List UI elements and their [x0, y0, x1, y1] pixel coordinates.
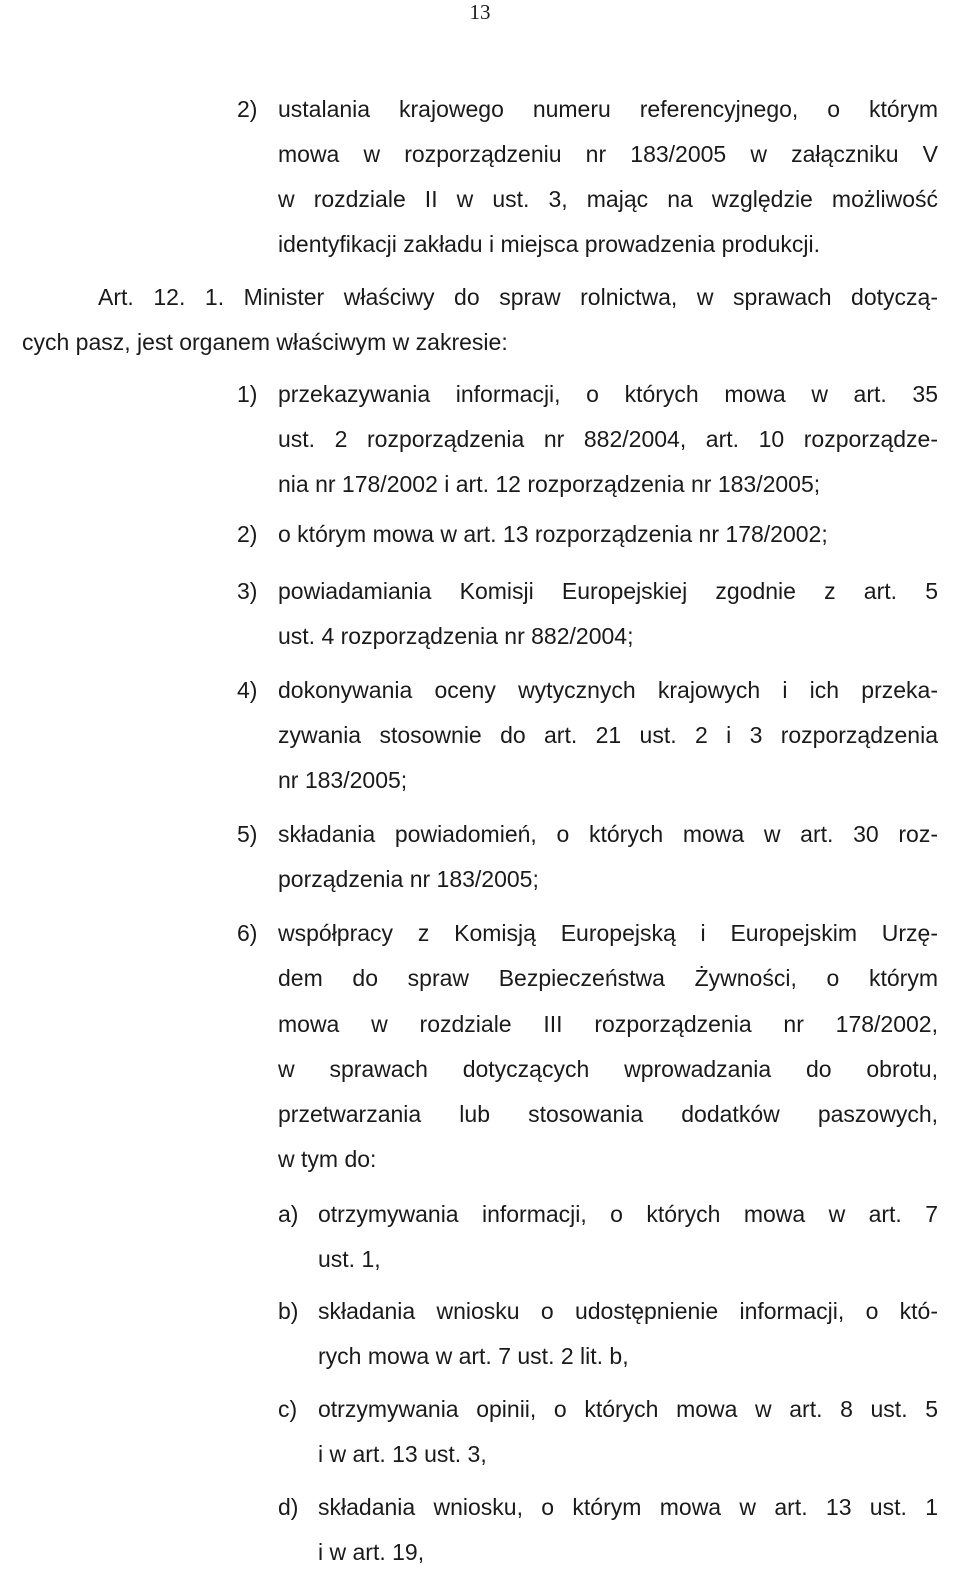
- subitem-letter: b): [278, 1298, 299, 1324]
- item-number: 3): [237, 578, 258, 604]
- item-number: 5): [237, 821, 258, 847]
- item-line: porządzenia nr 183/2005;: [278, 866, 539, 892]
- page-number: 13: [469, 0, 491, 24]
- item-line: ust. 2 rozporządzenia nr 882/2004, art. 10 rozporządze-: [278, 426, 938, 452]
- article-12-line: Art. 12. 1. Minister właściwy do spraw rolnictwa, w sprawach dotyczą-: [98, 284, 938, 310]
- item-line: współpracy z Komisją Europejską i Europejskim Urzę-: [278, 920, 938, 946]
- subitem-line: otrzymywania informacji, o których mowa w art. 7: [318, 1201, 938, 1227]
- item-number: 2): [237, 521, 258, 547]
- article-12-line: cych pasz, jest organem właściwym w zakresie:: [22, 329, 508, 355]
- item-line: w sprawach dotyczących wprowadzania do obrotu,: [278, 1056, 938, 1082]
- item-number: 4): [237, 677, 258, 703]
- item-line: zywania stosownie do art. 21 ust. 2 i 3 rozporządzenia: [278, 722, 938, 748]
- subitem-line: rych mowa w art. 7 ust. 2 lit. b,: [318, 1343, 629, 1369]
- item-line: dokonywania oceny wytycznych krajowych i ich przeka-: [278, 677, 938, 703]
- item-2-line: ustalania krajowego numeru referencyjnego, o którym: [278, 96, 938, 122]
- subitem-line: ust. 1,: [318, 1246, 381, 1272]
- item-line: przetwarzania lub stosowania dodatków paszowych,: [278, 1101, 938, 1127]
- item-2-line: identyfikacji zakładu i miejsca prowadzenia produkcji.: [278, 231, 821, 257]
- item-line: nr 183/2005;: [278, 767, 408, 793]
- item-number: 1): [237, 381, 258, 407]
- item-2-line: mowa w rozporządzeniu nr 183/2005 w załączniku V: [278, 141, 938, 167]
- subitem-line: składania wniosku o udostępnienie informacji, o któ-: [318, 1298, 938, 1324]
- subitem-letter: c): [278, 1396, 298, 1422]
- item-line: dem do spraw Bezpieczeństwa Żywności, o którym: [278, 965, 938, 991]
- subitem-line: i w art. 13 ust. 3,: [318, 1441, 487, 1467]
- item-2-number: 2): [237, 96, 258, 122]
- subitem-letter: d): [278, 1494, 299, 1520]
- item-2-line: w rozdziale II w ust. 3, mając na względzie możliwość: [278, 186, 938, 212]
- subitem-line: otrzymywania opinii, o których mowa w art. 8 ust. 5: [318, 1396, 938, 1422]
- item-line: ust. 4 rozporządzenia nr 882/2004;: [278, 623, 634, 649]
- item-line: przekazywania informacji, o których mowa w art. 35: [278, 381, 938, 407]
- item-line: w tym do:: [278, 1146, 377, 1172]
- subitem-line: składania wniosku, o którym mowa w art. 13 ust. 1: [318, 1494, 938, 1520]
- subitem-line: i w art. 19,: [318, 1539, 425, 1565]
- item-line: składania powiadomień, o których mowa w art. 30 roz-: [278, 821, 938, 847]
- item-line: nia nr 178/2002 i art. 12 rozporządzenia nr 183/2005;: [278, 471, 821, 497]
- item-line: mowa w rozdziale III rozporządzenia nr 178/2002,: [278, 1011, 938, 1037]
- item-line: o którym mowa w art. 13 rozporządzenia nr 178/2002;: [278, 521, 828, 547]
- subitem-letter: a): [278, 1201, 299, 1227]
- item-number: 6): [237, 920, 258, 946]
- item-line: powiadamiania Komisji Europejskiej zgodnie z art. 5: [278, 578, 938, 604]
